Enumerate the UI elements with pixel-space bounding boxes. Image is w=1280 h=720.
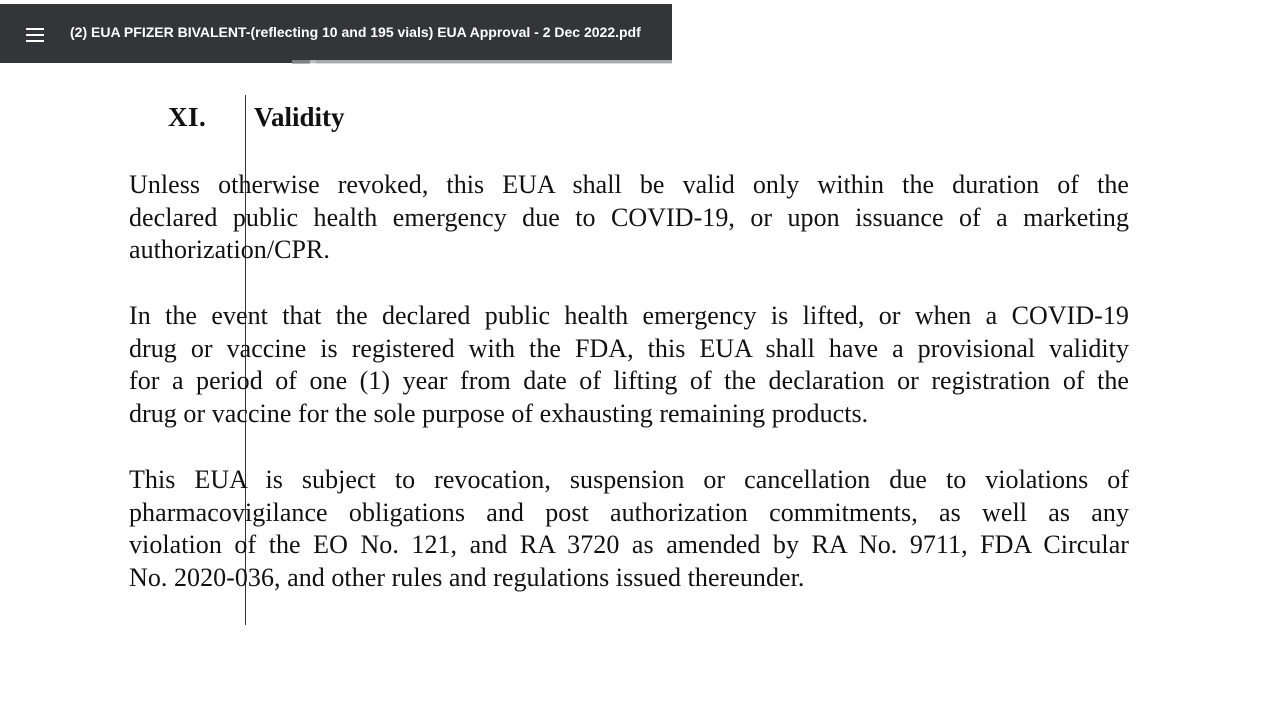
paragraph-line: authorization/CPR. xyxy=(129,235,330,265)
paragraph-validity-duration xyxy=(129,169,1129,267)
paragraph-revocation xyxy=(129,464,1129,595)
pdf-viewer-toolbar xyxy=(0,4,672,63)
paragraph-line: drug or vaccine for the sole purpose of exhausting remaining products. xyxy=(129,399,869,429)
paragraph-line: drug or vaccine is registered with the FDA, this EUA shall have a provisional validity xyxy=(129,333,1129,363)
paragraph-line: In the event that the declared public health emergency is lifted, or when a COVID-19 xyxy=(129,301,1129,330)
document-title: (2) EUA PFIZER BIVALENT-(reflecting 10 and 195 vials) EUA Approval - 2 Dec 2022.pdf xyxy=(70,24,641,40)
paragraph-line: violation of the EO No. 121, and RA 3720 as amended by RA No. 9711, FDA Circular xyxy=(129,530,1129,560)
paragraph-line: Unless otherwise revoked, this EUA shall be valid only within the duration of the xyxy=(129,170,1129,199)
paragraph-line: for a period of one (1) year from date of lifting of the declaration or registration of the xyxy=(129,366,1129,396)
paragraph-provisional-validity xyxy=(129,300,1129,431)
document-page xyxy=(0,64,1280,720)
paragraph-line: This EUA is subject to revocation, suspension or cancellation due to violations of xyxy=(129,465,1129,494)
section-title: Validity xyxy=(254,102,345,132)
paragraph-line: pharmacovigilance obligations and post authorization commitments, as well as any xyxy=(129,497,1129,527)
section-number: XI. xyxy=(168,102,207,132)
paragraph-line: declared public health emergency due to COVID-19, or upon issuance of a marketing xyxy=(129,202,1129,232)
hamburger-menu-icon[interactable] xyxy=(18,18,52,52)
paragraph-line: No. 2020-036, and other rules and regulations issued thereunder. xyxy=(129,563,805,593)
